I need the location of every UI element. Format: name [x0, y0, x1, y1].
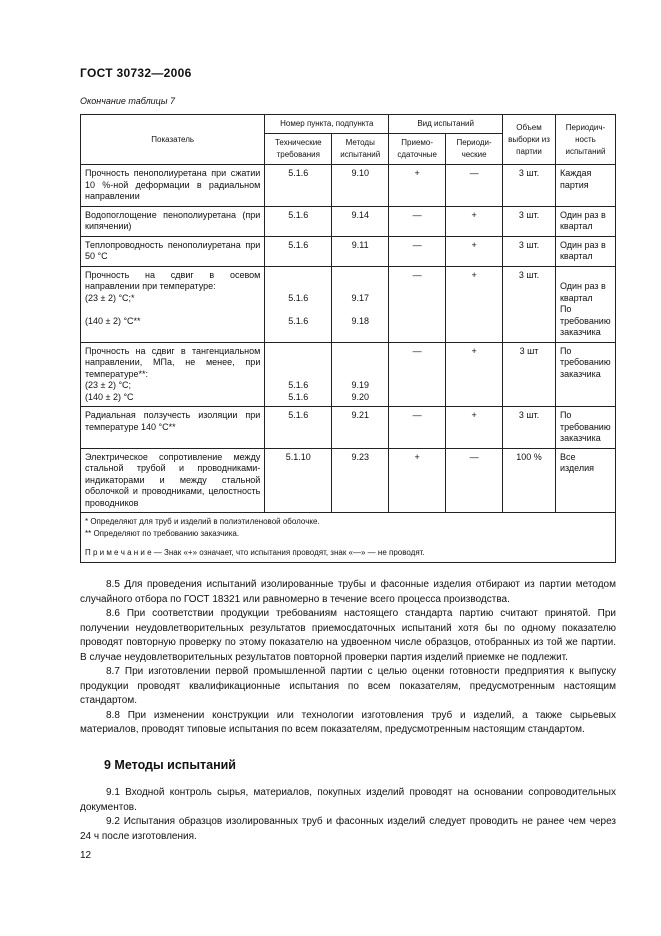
periodic-cell: —	[446, 448, 503, 513]
periodicity-value: Один раз в квартал	[559, 281, 606, 303]
table-row	[81, 236, 616, 266]
sample-cell: 3 шт.	[503, 266, 556, 342]
table-note: П р и м е ч а н и е — Знак «+» означает, что испытания проводят, знак «—» — не проводят.	[85, 548, 425, 557]
method-value: 9.17	[351, 292, 369, 303]
acceptance-cell: —	[389, 206, 446, 236]
method-cell	[332, 342, 389, 407]
method-cell: 9.10	[332, 165, 389, 207]
paragraph: 8.6 При соответствии продукции требованиям настоящего стандарта партию считают принятой. При получении неудовлетворительных результатов приемосдаточных испытаний хотя бы по одному показателю проводят повторную проверку по этому показателю на удвоенном числе образцов, отобранных из той же партии. В случае неудовлетворительных результатов повторной проверки партия изделий приемке не подлежит.	[80, 608, 616, 663]
periodic-cell: +	[446, 407, 503, 449]
tech-cell	[265, 342, 332, 407]
periodicity-value: По требованию заказчика	[559, 304, 611, 337]
table-row	[81, 206, 616, 236]
header-indicator: Показатель	[81, 115, 265, 165]
indicator-cell: Электрическое сопротивление между стальной трубой и проводниками-индикаторами и между стальной оболочкой и проводниками, целостность проводников	[81, 448, 265, 513]
method-value: 9.20	[351, 391, 369, 402]
footnotes-cell	[81, 513, 616, 563]
indicator-sub: (140 ± 2) °С**	[85, 315, 141, 326]
periodic-cell: +	[446, 342, 503, 407]
section-8-paragraphs	[80, 578, 616, 738]
page-number: 12	[80, 850, 92, 861]
tech-value: 5.1.6	[288, 292, 309, 303]
document-header: ГОСТ 30732—2006	[80, 66, 192, 80]
paragraph: 9.2 Испытания образцов изолированных труб и фасонных изделий следует проводить не ранее чем через 24 ч после изготовления.	[80, 816, 616, 842]
periodicity-cell: Каждая партия	[555, 165, 615, 207]
section-heading: 9 Методы испытаний	[104, 758, 236, 772]
periodic-cell: +	[446, 266, 503, 342]
table-row	[81, 266, 616, 342]
acceptance-cell: +	[389, 165, 446, 207]
paragraph: 8.5 Для проведения испытаний изолированные трубы и фасонные изделия отбирают из партии методом случайного отбора по ГОСТ 18321 или равномерно в течение всего процесса производства.	[80, 579, 616, 605]
sample-cell: 3 шт.	[503, 236, 556, 266]
sample-cell: 3 шт.	[503, 407, 556, 449]
paragraph: 8.7 При изготовлении первой промышленной партии с целью оценки готовности предприятия к выпуску продукции проводят квалификационные испытания по всем показателям, предусмотренным настоящим стандартом.	[80, 666, 616, 706]
header-clause-group: Номер пункта, подпункта	[265, 115, 389, 134]
indicator-text: Прочность на сдвиг в осевом направлении при температуре:	[85, 269, 261, 291]
periodicity-cell: Один раз в квартал	[555, 206, 615, 236]
indicator-sub: (23 ± 2) °С;*	[85, 292, 135, 303]
method-cell: 9.21	[332, 407, 389, 449]
indicator-cell: Теплопроводность пенополиуретана при 50 °С	[81, 236, 265, 266]
tech-value: 5.1.6	[288, 391, 309, 402]
method-cell: 9.23	[332, 448, 389, 513]
acceptance-cell: —	[389, 266, 446, 342]
periodic-cell: +	[446, 236, 503, 266]
header-periodicity: Периодич-ность испытаний	[555, 115, 615, 165]
header-periodic: Периоди-ческие	[446, 134, 503, 165]
method-cell	[332, 266, 389, 342]
method-value: 9.18	[351, 315, 369, 326]
table-row	[81, 448, 616, 513]
table-row	[81, 342, 616, 407]
tech-cell: 5.1.6	[265, 236, 332, 266]
sample-cell: 100 %	[503, 448, 556, 513]
periodic-cell: +	[446, 206, 503, 236]
method-value: 9.19	[351, 380, 369, 390]
periodicity-cell	[555, 266, 615, 342]
header-acceptance: Приемо-сдаточные	[389, 134, 446, 165]
acceptance-cell: +	[389, 448, 446, 513]
acceptance-cell: —	[389, 407, 446, 449]
indicator-cell	[81, 342, 265, 407]
method-cell: 9.11	[332, 236, 389, 266]
sample-cell: 3 шт.	[503, 165, 556, 207]
sample-cell: 3 шт	[503, 342, 556, 407]
periodicity-cell: По требованию заказчика	[555, 342, 615, 407]
tech-cell	[265, 266, 332, 342]
indicator-sub: (23 ± 2) °С;	[85, 380, 132, 390]
periodic-cell: —	[446, 165, 503, 207]
tech-value: 5.1.6	[288, 380, 309, 390]
tech-cell: 5.1.6	[265, 165, 332, 207]
periodicity-cell: По требованию заказчика	[555, 407, 615, 449]
header-test-type-group: Вид испытаний	[389, 115, 503, 134]
section-9-paragraphs	[80, 786, 616, 844]
acceptance-cell: —	[389, 342, 446, 407]
indicator-sub: (140 ± 2) °С	[85, 391, 134, 402]
indicator-cell: Прочность пенополиуретана при сжатии 10 %-ной деформации в радиальном направлении	[81, 165, 265, 207]
periodicity-cell: Все изделия	[555, 448, 615, 513]
header-test-methods: Методы испытаний	[332, 134, 389, 165]
paragraph: 8.8 При изменении конструкции или технологии изготовления труб и изделий, а также сырьевых материалов, проводят типовые испытания по всем показателям, предусмотренным настоящим стандартом.	[80, 709, 616, 735]
header-tech-requirements: Технические требования	[265, 134, 332, 165]
footnote: * Определяют для труб и изделий в полиэтиленовой оболочке.	[85, 517, 320, 526]
footnote: ** Определяют по требованию заказчика.	[85, 529, 240, 538]
header-sample-size: Объем выборки из партии	[503, 115, 556, 165]
method-cell: 9.14	[332, 206, 389, 236]
test-table	[80, 114, 616, 563]
indicator-cell	[81, 266, 265, 342]
indicator-text: Прочность на сдвиг в тангенциальном направлении, МПа, не менее, при температуре**:	[85, 345, 261, 379]
periodicity-cell: Один раз в квартал	[555, 236, 615, 266]
table-caption: Окончание таблицы 7	[80, 96, 175, 106]
table-row	[81, 165, 616, 207]
acceptance-cell: —	[389, 236, 446, 266]
tech-cell: 5.1.6	[265, 206, 332, 236]
indicator-cell: Водопоглощение пенополиуретана (при кипячении)	[81, 206, 265, 236]
tech-cell: 5.1.6	[265, 407, 332, 449]
tech-cell: 5.1.10	[265, 448, 332, 513]
paragraph: 9.1 Входной контроль сырья, материалов, покупных изделий проводят на основании сопроводительных документов.	[80, 787, 616, 813]
table-footer	[81, 513, 616, 563]
tech-value: 5.1.6	[288, 315, 309, 326]
table-row	[81, 407, 616, 449]
indicator-cell: Радиальная ползучесть изоляции при температуре 140 °С**	[81, 407, 265, 449]
sample-cell: 3 шт.	[503, 206, 556, 236]
